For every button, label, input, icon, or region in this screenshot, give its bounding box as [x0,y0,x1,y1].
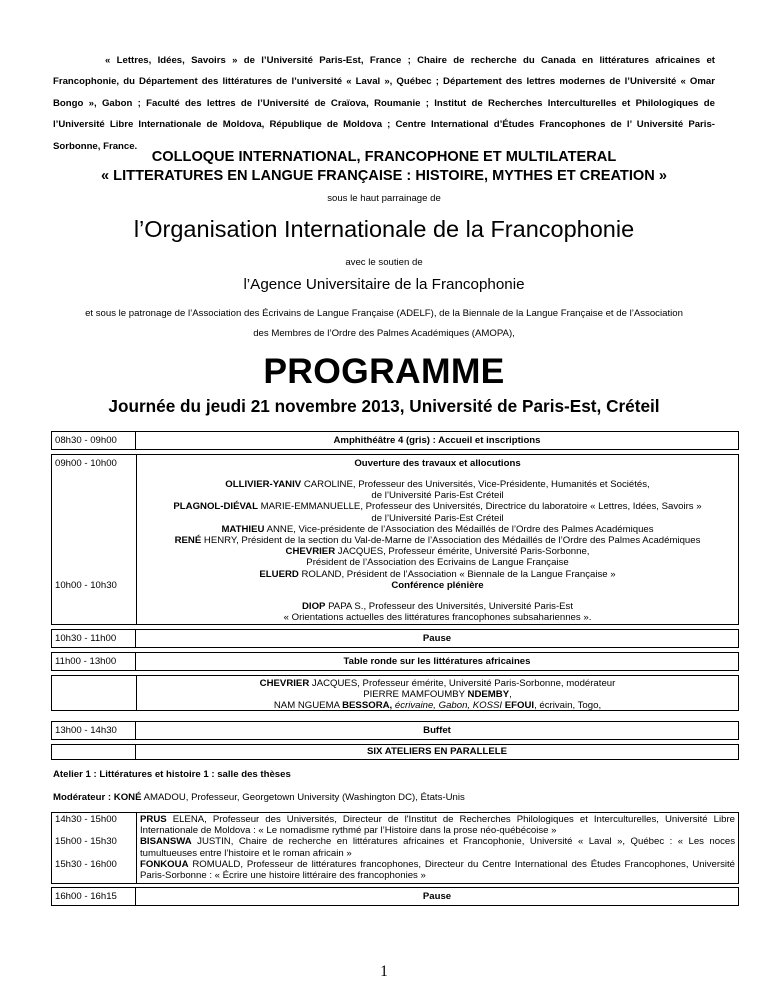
participant-line: CHEVRIER JACQUES, Professeur émérite, Université Paris-Sorbonne, modérateur [259,678,616,689]
colloque-title-line1: COLLOQUE INTERNATIONAL, FRANCOPHONE ET MULTILATERAL [151,149,617,165]
slot-label: Amphithéâtre 4 (gris) : Accueil et inscriptions [333,435,541,446]
slot-time: 13h00 - 14h30 [52,722,136,739]
slot-label: Table ronde sur les littératures africaines [343,656,531,667]
patronage-line2: des Membres de l’Ordre des Palmes Académiques (AMOPA), [253,328,515,339]
slot-time: 11h00 - 13h00 [52,653,136,670]
talk-row [52,813,738,836]
slot-label: SIX ATELIERS EN PARALLELE [366,746,507,757]
schedule-row-buffet [51,721,739,740]
programme-title: PROGRAMME [263,351,505,391]
speaker-line: ELUERD ROLAND, Président de l’Association « Biennale de la Langue Française » [259,568,616,580]
atelier-talks [51,812,739,884]
soutien-intro: avec le soutien de [345,257,423,268]
table-ronde-participants [51,675,739,711]
schedule-block-ouverture [51,454,739,625]
slot-time: 09h00 - 10h00 [55,458,117,469]
talk-text: PRUS ELENA, Professeur des Universités, Directeur de l'Institut de Recherches Philologiques et Interculturelles, Université Libre Internationale de Moldova : « Le nomadisme rythmé par l’Histoire dans la prose néo-québécoise » [140,814,735,837]
colloque-title-line2: « LITTERATURES EN LANGUE FRANÇAISE : HISTOIRE, MYTHES ET CREATION » [101,168,667,184]
page-number: 1 [380,963,388,980]
speaker-line: RENÉ HENRY, Président de la section du Val-de-Marne de l’Association des Médaillés de l’Ordre des Palmes Académiques [174,535,701,547]
slot-time: 15h30 - 16h00 [55,858,117,870]
organizers-header: « Lettres, Idées, Savoirs » de l’Université Paris-Est, France ; Chaire de recherche du Canada en littératures africaines et Francophonie, du Département des littératures de l’université « Laval », Québec ; Département des lettres modernes de l’Université « Omar Bongo », Gabon ; Faculté des lettres de l’Université de Craïova, Roumanie ; Institut de Recherches Interculturelles et Philologiques de l’Université Libre Internationale de Moldova, République de Moldova ; Centre International d’Études Francophones de l’ Université Paris-Sorbonne, France. [53,55,715,152]
slot-time: 14h30 - 15h00 [55,814,117,825]
schedule-row-table-ronde [51,652,739,671]
speaker-line: CHEVRIER JACQUES, Professeur émérite, Université Paris-Sorbonne, [285,546,590,558]
pleniere-label: Conférence plénière [391,579,484,591]
talk-row [52,859,738,883]
slot-time: 08h30 - 09h00 [52,432,136,449]
talk-text: BISANSWA JUSTIN, Chaire de recherche en littératures africaines et Francophonie, Université « Laval », Québec : « Les noces tumultueuses entre l’histoire et le roman africain » [140,836,735,859]
slot-label: Pause [422,891,452,902]
speaker-line: MATHIEU ANNE, Vice-présidente de l’Association des Médaillés de l’Ordre des Palmes Académiques [221,523,654,535]
atelier-moderateur: Modérateur : KONÉ AMADOU, Professeur, Georgetown University (Washington DC), États-Unis [53,792,465,803]
slot-label: Ouverture des travaux et allocutions [354,458,521,469]
pleniere-speaker: DIOP PAPA S., Professeur des Universités, Université Paris-Est [301,600,574,612]
participant-line: NAM NGUEMA BESSORA, écrivaine, Gabon, KOSSI EFOUI, écrivain, Togo, [273,700,602,712]
speaker-line: PLAGNOL-DIÉVAL MARIE-EMMANUELLE, Professeur des Universités, Directrice du laboratoire « Lettres, Idées, Savoirs » [173,501,702,513]
participant-line: PIERRE MAMFOUMBY NDEMBY, [363,689,512,701]
parrainage-intro: sous le haut parrainage de [327,193,441,204]
slot-label: Pause [422,633,452,644]
talk-row [52,836,738,858]
slot-time: 10h30 - 11h00 [52,630,136,647]
schedule-row-pause [51,629,739,648]
schedule-row-pause [51,887,739,906]
patronage-text [0,304,768,344]
speaker-line: OLLIVIER-YANIV CAROLINE, Professeur des Universités, Vice-Présidente, Humanités et Sociétés, [225,479,650,490]
pleniere-topic: « Orientations actuelles des littératures francophones subsahariennes ». [283,612,592,624]
talk-text: FONKOUA ROMUALD, Professeur de littératures francophones, Directeur du Centre International des Études Francophones, Université Paris-Sorbonne : « Écrire une histoire littéraire des francophonies » [140,858,735,882]
slot-label: Buffet [423,725,451,736]
slot-time: 10h00 - 10h30 [55,580,117,591]
slot-time: 15h00 - 15h30 [55,836,117,848]
ouverture-content [137,455,738,623]
patronage-line1: et sous le patronage de l’Association des Écrivains de Langue Française (ADELF), de la Biennale de la Langue Française et de l’Association [85,308,683,319]
agence-title: l’Agence Universitaire de la Francophonie [243,276,525,293]
slot-time: 16h00 - 16h15 [52,888,136,905]
atelier-title: Atelier 1 : Littératures et histoire 1 : salle des thèses [53,769,291,780]
day-title: Journée du jeudi 21 novembre 2013, Université de Paris-Est, Créteil [108,396,660,416]
colloque-title [0,148,768,186]
schedule-row-ateliers [51,744,739,760]
speaker-line-cont: de l’Université Paris-Est Créteil [371,490,504,502]
speaker-line-cont: Président de l’Association des Ecrivains de Langue Française [306,557,569,569]
speaker-line-cont: de l’Université Paris-Est Créteil [371,512,504,524]
oif-title: l’Organisation Internationale de la Francophonie [133,216,635,242]
schedule-row-accueil [51,431,739,450]
